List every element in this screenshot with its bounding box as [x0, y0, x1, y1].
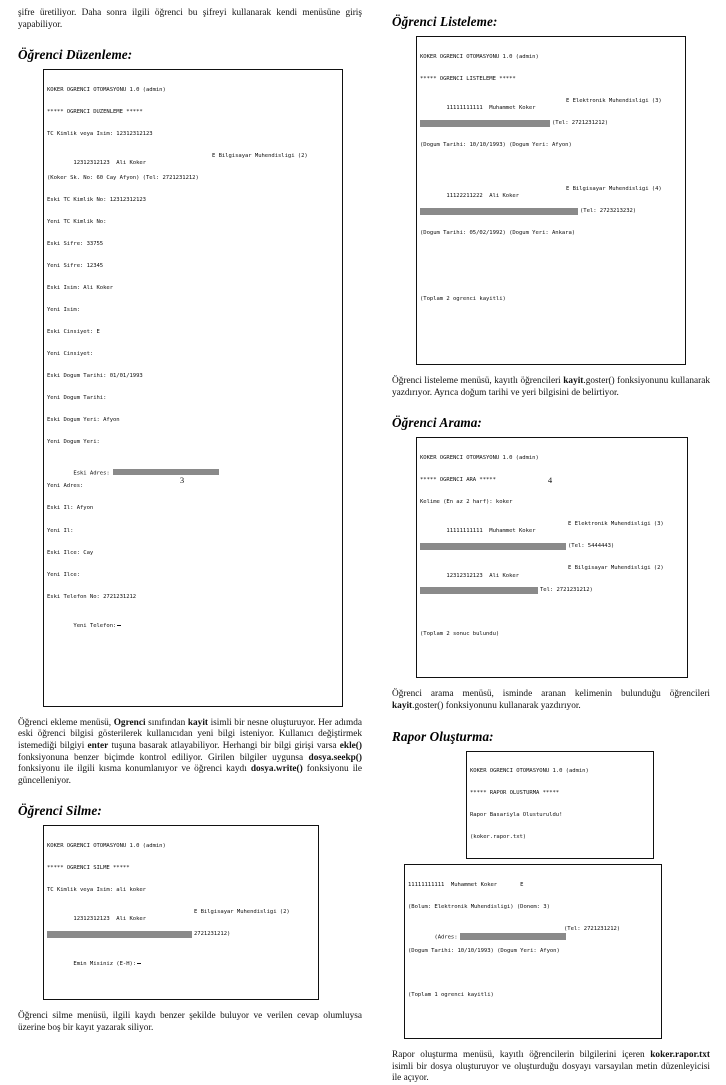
terminal-row-redacted	[420, 120, 682, 127]
terminal-line: (Dogum Tarihi: 10/10/1993) (Dogum Yeri: Afyon)	[420, 141, 572, 148]
terminal-line: (Dogum Tarihi: 05/02/1992) (Dogum Yeri: Ankara)	[420, 229, 576, 236]
terminal-row-adres	[47, 461, 339, 477]
terminal-line: Yeni TC Kimlik No:	[47, 219, 107, 226]
terminal-line: Eski Adres:	[73, 470, 110, 477]
terminal-line: KOKER OGRENCI OTOMASYONU 1.0 (admin)	[470, 768, 589, 775]
terminal-line: ***** OGRENCI ARA *****	[420, 477, 496, 484]
terminal-line: (koker.rapor.txt)	[470, 834, 527, 841]
redaction-bar	[460, 933, 566, 940]
terminal-row-redacted	[420, 543, 684, 550]
terminal-line: Yeni Cinsiyet:	[47, 351, 94, 358]
terminal-line-right: E Bilgisayar Muhendisligi (2)	[194, 909, 290, 916]
paragraph-rapor: Rapor oluşturma menüsü, kayıtlı öğrencilerin bilgilerini içeren koker.rapor.txt isimli bir dosya oluşturuyor ve oluşturduğu dosyayı varsayılan metin düzenleyicisi ile açıyor.	[392, 1050, 710, 1084]
terminal-line: ***** OGRENCI SILME *****	[47, 865, 130, 872]
terminal-line: Yeni Telefon:	[73, 622, 117, 629]
terminal-line-right: E Bilgisayar Muhendisligi (2)	[212, 152, 308, 159]
redaction-bar	[420, 120, 550, 127]
terminal-line: KOKER OGRENCI OTOMASYONU 1.0 (admin)	[47, 843, 166, 849]
paragraph-arama: Öğrenci arama menüsü, isminde aranan kelimenin bulunduğu öğrencileri kayit.goster() fonksiyonunu kullanarak yazdırıyor.	[392, 689, 710, 711]
terminal-row-adres	[408, 926, 658, 941]
redaction-bar	[47, 931, 192, 938]
terminal-row-student	[420, 521, 684, 535]
terminal-line: 11111111111 Muhammet Koker E	[408, 882, 524, 888]
terminal-line: ***** OGRENCI LISTELEME *****	[420, 75, 516, 82]
heading-ogrenci-duzenleme: Öğrenci Düzenleme:	[18, 47, 133, 63]
terminal-line-right: (Tel: 2721231212)	[552, 119, 609, 126]
terminal-line: 12312312123 Ali Koker	[446, 572, 519, 579]
terminal-line: Eski TC Kimlik No: 12312312123	[47, 197, 146, 204]
terminal-line: (Toplam 2 sonuc bulundu)	[420, 631, 500, 638]
terminal-line: Rapor Basariyla Olusturuldu!	[470, 812, 563, 819]
ogrenci-silme-terminal	[43, 825, 319, 1000]
terminal-line: ***** RAPOR OLUSTURMA *****	[470, 790, 560, 797]
terminal-line: (Dogum Tarihi: 10/10/1993) (Dogum Yeri: Afyon)	[408, 948, 560, 955]
terminal-line: Eski Dogum Tarihi: 01/01/1993	[47, 373, 143, 380]
terminal-line: Eski Sifre: 33755	[47, 241, 104, 248]
terminal-row-redacted	[420, 587, 684, 594]
terminal-line: 11111111111 Muhammet Koker	[446, 528, 536, 535]
terminal-line: TC Kimlik veya Isim: ali koker	[47, 887, 146, 894]
heading-ogrenci-listeleme: Öğrenci Listeleme:	[392, 14, 498, 29]
rapor-dosyasi-terminal	[404, 864, 662, 1039]
paragraph-silme: Öğrenci silme menüsü, ilgili kaydı benzer şekilde buluyor ve verilen cevap olumluysa üzerine boş bir kayıt yazarak siliyor.	[18, 1011, 362, 1033]
ogrenci-listeleme-terminal	[416, 36, 686, 365]
terminal-row-student	[420, 185, 682, 200]
terminal-line: 12312312123 Ali Koker	[73, 916, 146, 923]
terminal-cursor	[137, 963, 141, 964]
heading-ogrenci-arama: Öğrenci Arama:	[392, 415, 482, 431]
terminal-row-prompt	[47, 616, 339, 629]
terminal-line: (Toplam 2 ogrenci kayitli)	[420, 296, 506, 303]
rapor-olusturma-terminal	[466, 751, 654, 860]
terminal-line-right: 2721231212)	[194, 931, 231, 938]
terminal-line: Yeni Dogum Yeri:	[47, 439, 100, 446]
terminal-line: Eski Ilce: Cay	[47, 549, 94, 556]
terminal-line: 12312312123 Ali Koker	[73, 160, 146, 167]
terminal-line-right: (Tel: 2723213232)	[580, 207, 637, 214]
intro-paragraph: şifre üretiliyor. Daha sonra ilgili öğrenci bu şifreyi kullanarak kendi menüsüne giriş yapabiliyor.	[18, 8, 362, 30]
terminal-line: Eski Isim: Ali Koker	[47, 285, 113, 292]
redaction-bar	[420, 587, 538, 594]
page-number-left: 3	[179, 475, 185, 485]
page-right	[380, 0, 726, 1084]
heading-rapor-olusturma: Rapor Oluşturma:	[392, 728, 494, 744]
terminal-line: 11122211222 Ali Koker	[446, 193, 519, 200]
terminal-line: Eski Il: Afyon	[47, 505, 94, 512]
terminal-line-right: E Elektronik Muhendisligi (3)	[568, 521, 664, 528]
terminal-line: Yeni Adres:	[47, 483, 84, 490]
terminal-line: Yeni Il:	[47, 527, 74, 534]
terminal-line: KOKER OGRENCI OTOMASYONU 1.0 (admin)	[47, 86, 166, 93]
terminal-line: Yeni Sifre: 12345	[47, 263, 104, 270]
terminal-line-right: E Elektronik Muhendisligi (3)	[566, 97, 662, 104]
terminal-row-student	[47, 909, 315, 923]
terminal-row-student	[47, 152, 339, 167]
terminal-line: (Bolum: Elektronik Muhendisligi) (Donem: 3)	[408, 904, 550, 911]
paragraph-listeleme: Öğrenci listeleme menüsü, kayıtlı öğrencileri kayit.goster() fonksiyonunu kullanarak yazdırıyor. Ayrıca doğum tarihi ve yeri bilgisini de belirtiyor.	[392, 376, 710, 398]
terminal-line: Yeni Dogum Tarihi:	[47, 395, 107, 402]
page-left	[0, 0, 380, 1033]
terminal-line: Yeni Ilce:	[47, 571, 80, 578]
terminal-line: (Koker Sk. No: 60 Cay Afyon) (Tel: 2721231212)	[47, 175, 199, 181]
terminal-line: Eski Telefon No: 2721231212	[47, 593, 137, 600]
terminal-line-right: Tel: 2721231212)	[540, 587, 593, 594]
terminal-line: Eski Dogum Yeri: Afyon	[47, 417, 120, 424]
terminal-line: Yeni Isim:	[47, 307, 80, 314]
terminal-row-redacted	[47, 931, 315, 938]
terminal-line: KOKER OGRENCI OTOMASYONU 1.0 (admin)	[420, 53, 539, 60]
redaction-bar	[420, 543, 566, 550]
terminal-line: TC Kimlik veya Isim: 12312312123	[47, 130, 153, 137]
terminal-line: KOKER OGRENCI OTOMASYONU 1.0 (admin)	[420, 455, 539, 461]
terminal-line: Kelime (En az 2 harf): koker	[420, 499, 513, 506]
ogrenci-arama-terminal	[416, 437, 688, 678]
terminal-row-redacted	[420, 208, 682, 215]
terminal-cursor	[117, 625, 121, 626]
terminal-line-right: E Bilgisayar Muhendisligi (4)	[566, 185, 662, 192]
terminal-row-student	[420, 97, 682, 112]
paragraph-duzenleme: Öğrenci ekleme menüsü, Ogrenci sınıfından kayit isimli bir nesne oluşturuyor. Her adımda eski öğrenci bilgisi gösterilerek kullanıcıdan yeni bilgi isteniyor. Kullanıcı değiştirmek istemediği bilgiyi enter tuşuna basarak atlayabiliyor. Herhangi bir bilgi girişi varsa ekle() fonksiyonuna benzer biçimde kontrol ediliyor. Girilen bilgiler uygunsa dosya.seekp() fonksiyonu ile ilgili kısma konumlanıyor ve öğrenci kaydı dosya.write() fonksiyonu ile güncelleniyor.	[18, 717, 362, 786]
terminal-line-right: (Tel: 5444443)	[568, 543, 615, 550]
terminal-line: ***** OGRENCI DUZENLEME *****	[47, 108, 143, 115]
terminal-row-student	[420, 565, 684, 579]
redaction-bar	[420, 208, 578, 215]
terminal-line: (Adres:	[434, 935, 458, 941]
heading-ogrenci-silme: Öğrenci Silme:	[18, 803, 102, 819]
terminal-line-right: (Tel: 2721231212)	[564, 926, 621, 933]
ogrenci-duzenleme-terminal	[43, 69, 343, 707]
terminal-line-right: E Bilgisayar Muhendisligi (2)	[568, 565, 664, 572]
page-number-right: 4	[547, 475, 553, 485]
terminal-line: Emin Misiniz (E-H):	[73, 960, 137, 967]
terminal-line: (Toplam 1 ogrenci kayitli)	[408, 992, 494, 999]
terminal-line: 11111111111 Muhammet Koker	[446, 105, 536, 112]
terminal-line: Eski Cinsiyet: E	[47, 329, 100, 336]
terminal-row-prompt	[47, 953, 315, 967]
